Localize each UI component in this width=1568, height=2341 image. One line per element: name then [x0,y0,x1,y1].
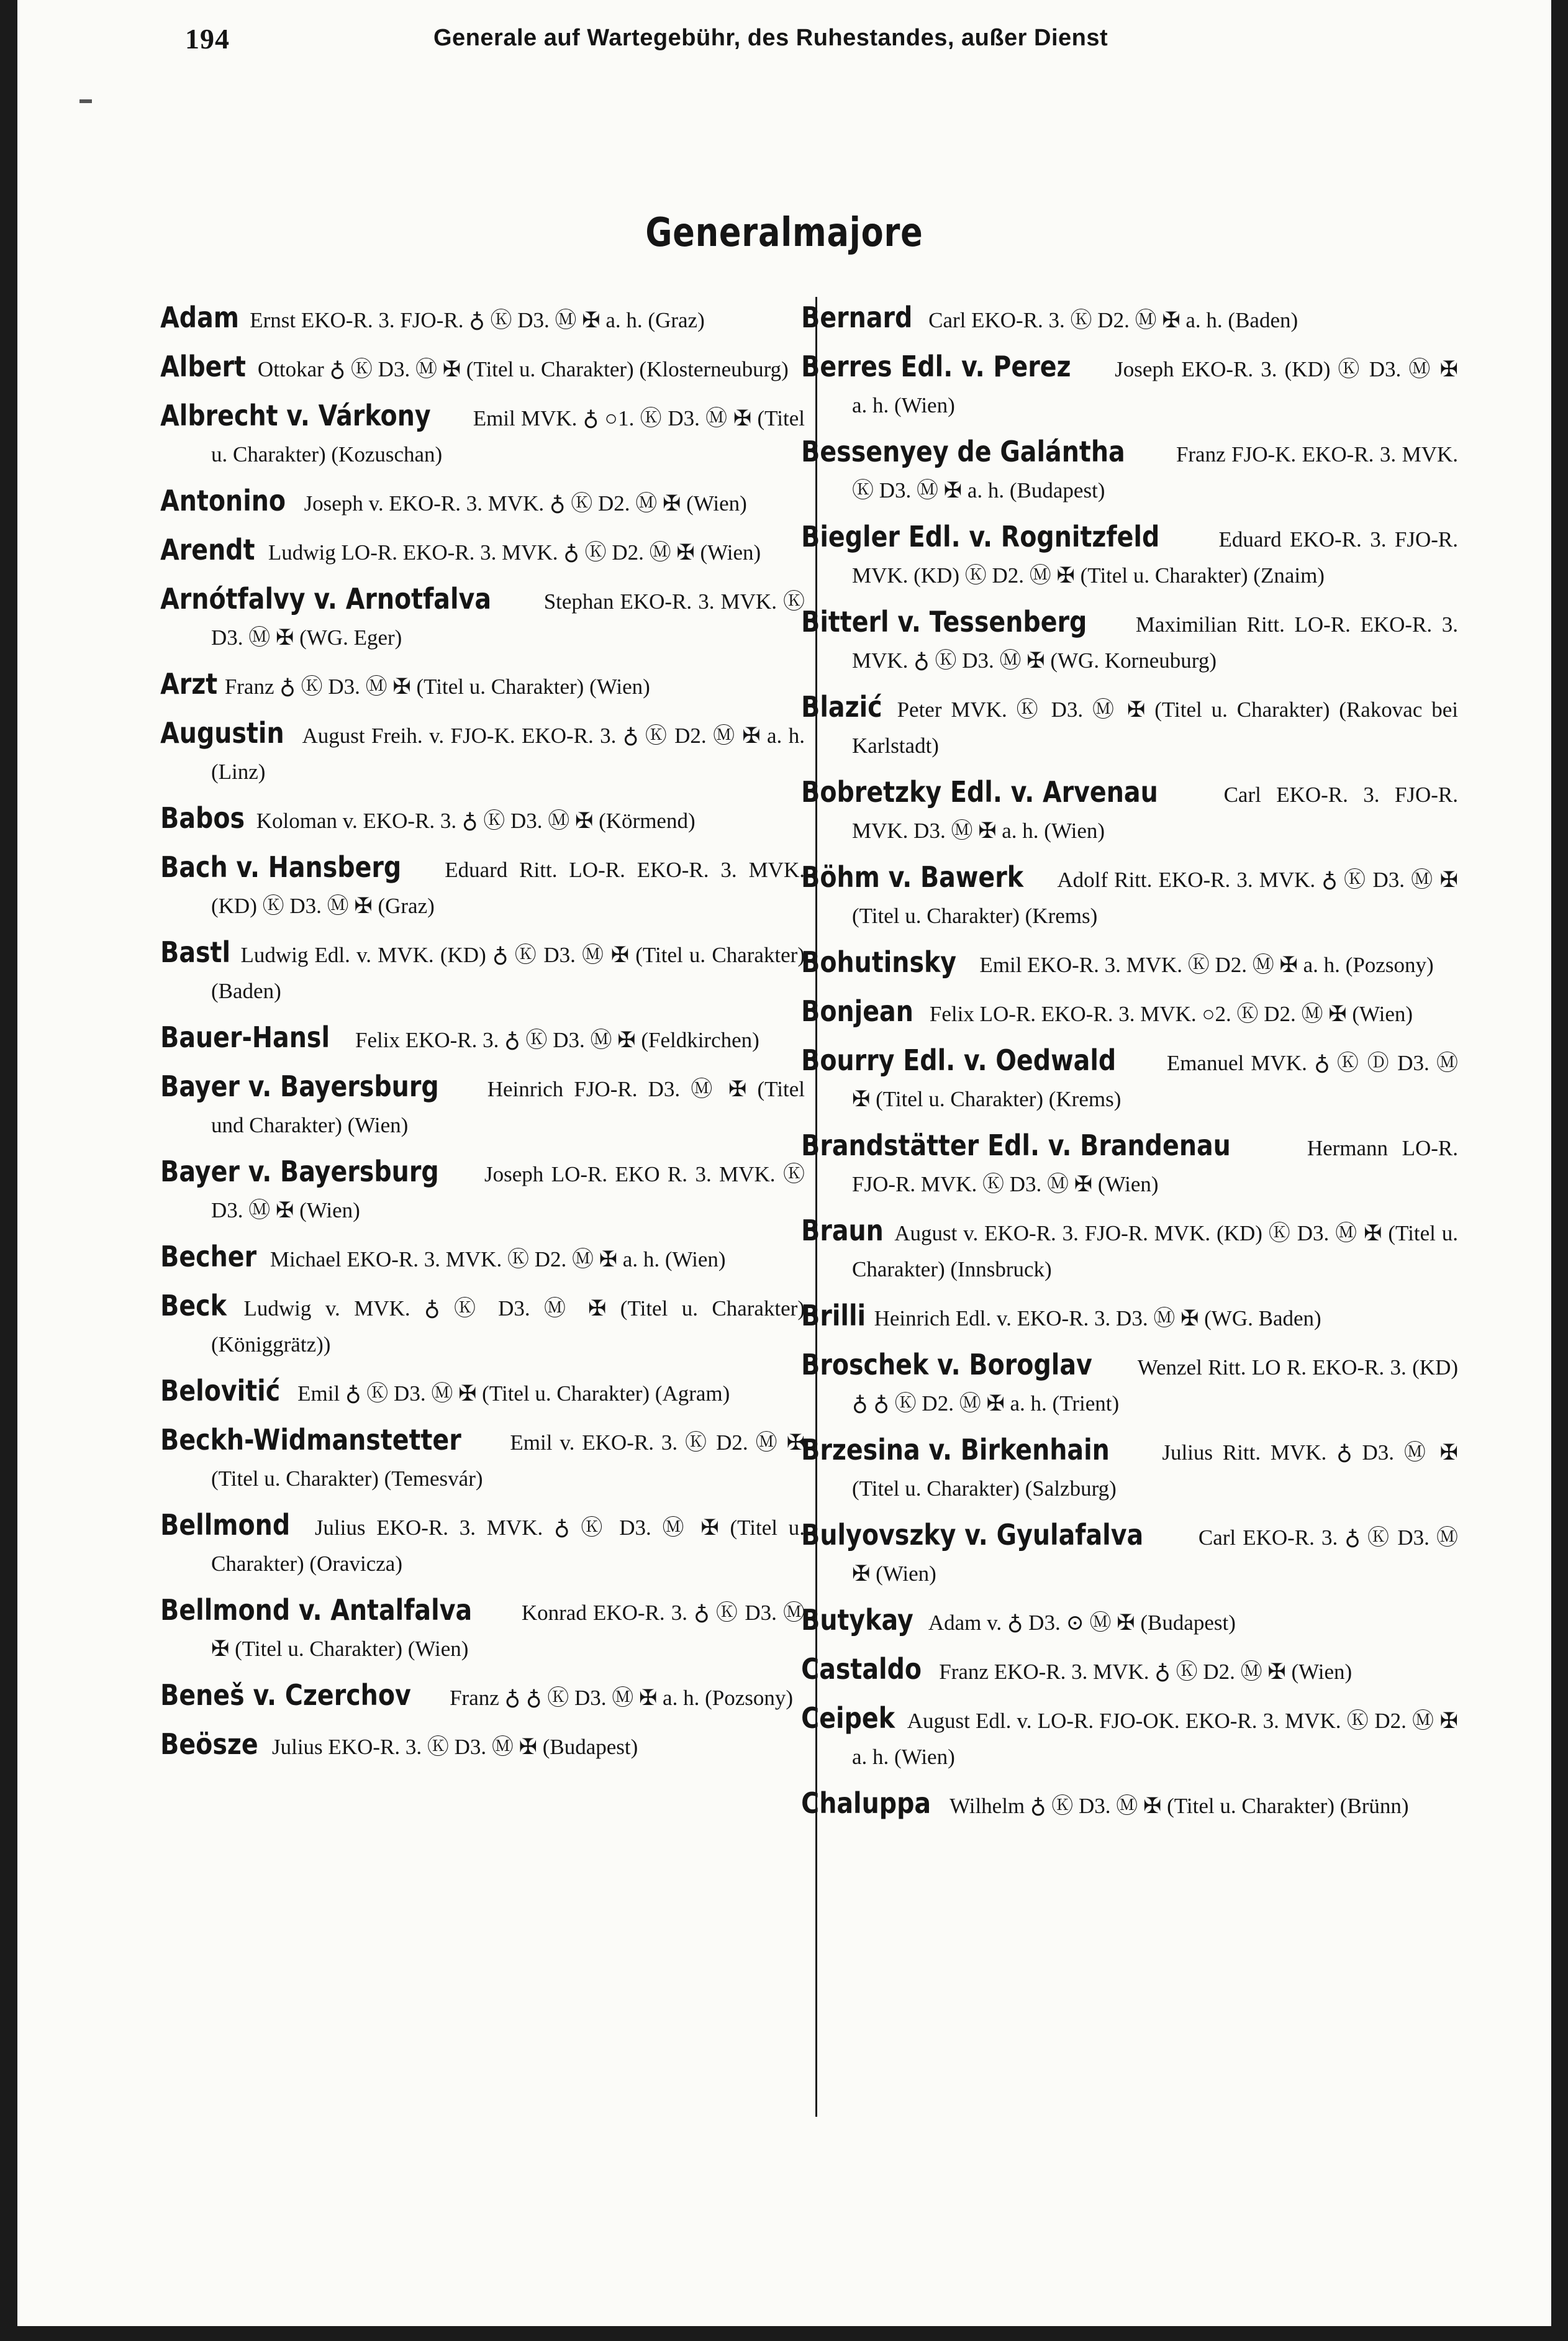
section-title: Generalmajore [645,210,923,256]
entry-details: Peter MVK. Ⓚ D3. Ⓜ ✠ (Titel u. Charakter) (Rakovac bei Karlstadt) [852,698,1458,758]
register-entry [160,483,805,522]
register-entry [160,299,805,339]
entry-name: Becher [160,1240,257,1273]
register-entry [160,348,805,388]
entry-name: Chaluppa [801,1786,931,1820]
register-entry [801,774,1459,849]
register-entry [801,1347,1459,1422]
entry-details: Heinrich Edl. v. EKO-R. 3. D3. Ⓜ ✠ (WG. Baden) [874,1306,1321,1330]
register-entry [801,519,1458,594]
register-entry [160,1373,805,1412]
page-number: 194 [185,23,230,55]
entry-details: Carl EKO-R. 3. Ⓚ D2. Ⓜ ✠ a. h. (Baden) [928,308,1298,332]
entry-details: Eduard Ritt. LO-R. EKO-R. 3. MVK. (KD) Ⓚ D3. Ⓜ ✠ (Graz) [211,858,805,918]
register-entry [801,689,1458,764]
entry-name: Bernard [801,301,913,334]
entry-name: Braun [801,1214,884,1247]
entry-name: Arnótfalvy v. Arnotfalva [160,582,492,616]
entry-name: Bobretzky Edl. v. Arvenau [801,775,1158,809]
entry-details: Hermann LO-R. FJO-R. MVK. Ⓚ D3. Ⓜ ✠ (Wien) [852,1136,1458,1196]
entry-name: Bayer v. Bayersburg [160,1070,439,1103]
entry-name: Bohutinsky [801,945,957,979]
register-entry [160,1677,805,1716]
entry-details: Franz ♁ Ⓚ D3. Ⓜ ✠ (Titel u. Charakter) (Wien) [224,675,650,699]
entry-details: Ludwig Edl. v. MVK. (KD) ♁ Ⓚ D3. Ⓜ ✠ (Titel u. Charakter) (Baden) [211,943,805,1003]
entry-details: August Freih. v. FJO-K. EKO-R. 3. ♁ Ⓚ D2. Ⓜ ✠ a. h. (Linz) [211,724,805,784]
entry-name: Bellmond [160,1508,291,1542]
entry-name: Bastl [160,935,231,969]
register-entry [160,1422,805,1497]
entry-name: Antonino [160,484,286,517]
register-entry [801,1651,1458,1690]
entry-name: Berres Edl. v. Perez [801,350,1071,383]
running-head: Generale auf Wartegebühr, des Ruhestandes, außer Dienst [433,25,1108,51]
register-entry [160,1019,805,1058]
entry-name: Biegler Edl. v. Rognitzfeld [801,520,1160,553]
entry-name: Bourry Edl. v. Oedwald [801,1043,1117,1077]
entry-details: August v. EKO-R. 3. FJO-R. MVK. (KD) Ⓚ D3. Ⓜ ✠ (Titel u. Charakter) (Innsbruck) [852,1221,1458,1281]
document-page [17,0,1551,2326]
register-entry [160,849,805,924]
register-entry [801,1212,1458,1288]
entry-details: Adolf Ritt. EKO-R. 3. MVK. ♁ Ⓚ D3. Ⓜ ✠ (Titel u. Charakter) (Krems) [852,868,1458,928]
register-entry [160,1288,805,1363]
register-entry [801,1127,1458,1202]
register-entry [160,532,805,571]
entry-details: Emil v. EKO-R. 3. Ⓚ D2. Ⓜ ✠ (Titel u. Charakter) (Temesvár) [211,1430,805,1491]
entry-name: Bessenyey de Galántha [801,435,1125,468]
entry-details: Ludwig LO-R. EKO-R. 3. MVK. ♁ Ⓚ D2. Ⓜ ✠ (Wien) [268,540,761,565]
entry-name: Bonjean [801,994,913,1028]
entry-name: Augustin [160,716,284,750]
register-entry [801,859,1458,934]
entry-name: Beckh-Widmanstetter [160,1423,461,1457]
register-entry [801,1602,1458,1641]
entry-name: Brzesina v. Birkenhain [801,1433,1110,1466]
register-entry [801,1517,1458,1592]
entry-details: Koloman v. EKO-R. 3. ♁ Ⓚ D3. Ⓜ ✠ (Körmend) [256,809,696,833]
column-divider [815,297,817,2117]
entry-details: Wenzel Ritt. LO R. EKO-R. 3. (KD) ♁ ♁ Ⓚ D2. Ⓜ ✠ a. h. (Trient) [852,1355,1459,1416]
register-entry [801,348,1459,424]
entry-name: Babos [160,801,245,835]
entry-name: Beneš v. Czerchov [160,1678,411,1712]
entry-name: Beösze [160,1727,258,1761]
register-entry [801,993,1458,1032]
entry-details: Ottokar ♁ Ⓚ D3. Ⓜ ✠ (Titel u. Charakter) (Klosterneuburg) [257,357,789,381]
entry-name: Bitterl v. Tessenberg [801,605,1087,639]
entry-details: Heinrich FJO-R. D3. Ⓜ ✠ (Titel und Charakter) (Wien) [211,1077,805,1137]
entry-details: Felix LO-R. EKO-R. 3. MVK. ○2. Ⓚ D2. Ⓜ ✠ (Wien) [929,1002,1413,1026]
entry-name: Bulyovszky v. Gyulafalva [801,1518,1144,1552]
entry-name: Butykay [801,1603,913,1637]
register-entry [160,1726,805,1765]
entry-details: Ludwig v. MVK. ♁ Ⓚ D3. Ⓜ ✠ (Titel u. Charakter) (Königgrätz)) [211,1296,805,1357]
left-column [160,299,805,1775]
entry-name: Belovitić [160,1374,281,1407]
register-entry [160,715,805,790]
register-entry [801,1785,1458,1824]
entry-details: Julius Ritt. MVK. ♁ D3. Ⓜ ✠ (Titel u. Charakter) (Salzburg) [852,1440,1458,1501]
register-entry [801,944,1458,983]
entry-details: Franz ♁ ♁ Ⓚ D3. Ⓜ ✠ a. h. (Pozsony) [450,1686,794,1710]
entry-details: Emil MVK. ♁ ○1. Ⓚ D3. Ⓜ ✠ (Titel u. Charakter) (Kozuschan) [211,406,805,466]
entry-details: Konrad EKO-R. 3. ♁ Ⓚ D3. Ⓜ ✠ (Titel u. Charakter) (Wien) [211,1601,805,1661]
register-entry [160,666,805,705]
scan-mark [79,99,92,103]
entry-details: August Edl. v. LO-R. FJO-OK. EKO-R. 3. MVK. Ⓚ D2. Ⓜ ✠ a. h. (Wien) [852,1709,1458,1769]
register-entry [801,1700,1458,1775]
entry-details: Maximilian Ritt. LO-R. EKO-R. 3. MVK. ♁ Ⓚ D3. Ⓜ ✠ (WG. Korneuburg) [852,612,1458,673]
register-entry [160,800,805,839]
entry-details: Franz EKO-R. 3. MVK. ♁ Ⓚ D2. Ⓜ ✠ (Wien) [939,1660,1353,1684]
entry-details: Franz FJO-K. EKO-R. 3. MVK. Ⓚ D3. Ⓜ ✠ a. h. (Budapest) [852,442,1458,502]
entry-details: Emanuel MVK. ♁ Ⓚ Ⓓ D3. Ⓜ ✠ (Titel u. Charakter) (Krems) [852,1051,1459,1111]
entry-details: Carl EKO-R. 3. FJO-R. MVK. D3. Ⓜ ✠ a. h. (Wien) [852,783,1459,843]
register-entry [160,934,805,1009]
entry-details: Julius EKO-R. 3. MVK. ♁ Ⓚ D3. Ⓜ ✠ (Titel u. Charakter) (Oravicza) [211,1516,805,1576]
entry-details: Joseph LO-R. EKO R. 3. MVK. Ⓚ D3. Ⓜ ✠ (Wien) [211,1162,805,1222]
entry-details: Joseph EKO-R. 3. (KD) Ⓚ D3. Ⓜ ✠ a. h. (Wien) [852,357,1459,417]
register-entry [801,1042,1459,1117]
right-column [801,299,1459,1834]
entry-name: Adam [160,301,240,334]
entry-details: Wilhelm ♁ Ⓚ D3. Ⓜ ✠ (Titel u. Charakter) (Brünn) [949,1794,1409,1818]
entry-name: Ceipek [801,1701,895,1735]
entry-name: Brilli [801,1299,866,1332]
entry-name: Bellmond v. Antalfalva [160,1593,473,1627]
entry-details: Joseph v. EKO-R. 3. MVK. ♁ Ⓚ D2. Ⓜ ✠ (Wien) [304,491,747,516]
entry-details: Adam v. ♁ D3. ⊙ Ⓜ ✠ (Budapest) [928,1611,1236,1635]
entry-details: Julius EKO-R. 3. Ⓚ D3. Ⓜ ✠ (Budapest) [271,1735,638,1759]
entry-name: Arzt [160,667,218,701]
register-entry [160,1239,805,1278]
entry-name: Beck [160,1289,227,1322]
register-entry [801,604,1458,679]
entry-name: Albrecht v. Várkony [160,399,431,432]
entry-name: Blazić [801,690,882,724]
register-entry [160,1592,805,1667]
register-entry [160,398,805,473]
entry-name: Bauer-Hansl [160,1020,330,1054]
entry-name: Albert [160,350,246,383]
register-entry [801,434,1458,509]
entry-name: Bach v. Hansberg [160,850,402,884]
register-entry [160,1153,805,1229]
entry-name: Castaldo [801,1652,922,1686]
entry-details: Michael EKO-R. 3. MVK. Ⓚ D2. Ⓜ ✠ a. h. (Wien) [270,1247,726,1271]
entry-details: Eduard EKO-R. 3. FJO-R. MVK. (KD) Ⓚ D2. Ⓜ ✠ (Titel u. Charakter) (Znaim) [852,527,1458,588]
entry-name: Bayer v. Bayersburg [160,1155,439,1188]
entry-details: Ernst EKO-R. 3. FJO-R. ♁ Ⓚ D3. Ⓜ ✠ a. h. (Graz) [250,308,705,332]
entry-details: Emil ♁ Ⓚ D3. Ⓜ ✠ (Titel u. Charakter) (Agram) [297,1381,730,1406]
register-entry [160,581,805,656]
entry-name: Arendt [160,533,255,566]
register-entry [160,1068,805,1143]
entry-details: Emil EKO-R. 3. MVK. Ⓚ D2. Ⓜ ✠ a. h. (Pozsony) [979,953,1434,977]
entry-details: Stephan EKO-R. 3. MVK. Ⓚ D3. Ⓜ ✠ (WG. Eger) [211,589,805,650]
entry-name: Böhm v. Bawerk [801,860,1024,894]
register-entry [801,299,1458,339]
entry-name: Brandstätter Edl. v. Brandenau [801,1129,1231,1162]
register-entry [160,1507,805,1582]
entry-details: Carl EKO-R. 3. ♁ Ⓚ D3. Ⓜ ✠ (Wien) [852,1525,1458,1586]
register-entry [801,1298,1458,1337]
register-entry [801,1432,1458,1507]
entry-name: Broschek v. Boroglav [801,1348,1092,1381]
entry-details: Felix EKO-R. 3. ♁ Ⓚ D3. Ⓜ ✠ (Feldkirchen) [355,1028,759,1052]
